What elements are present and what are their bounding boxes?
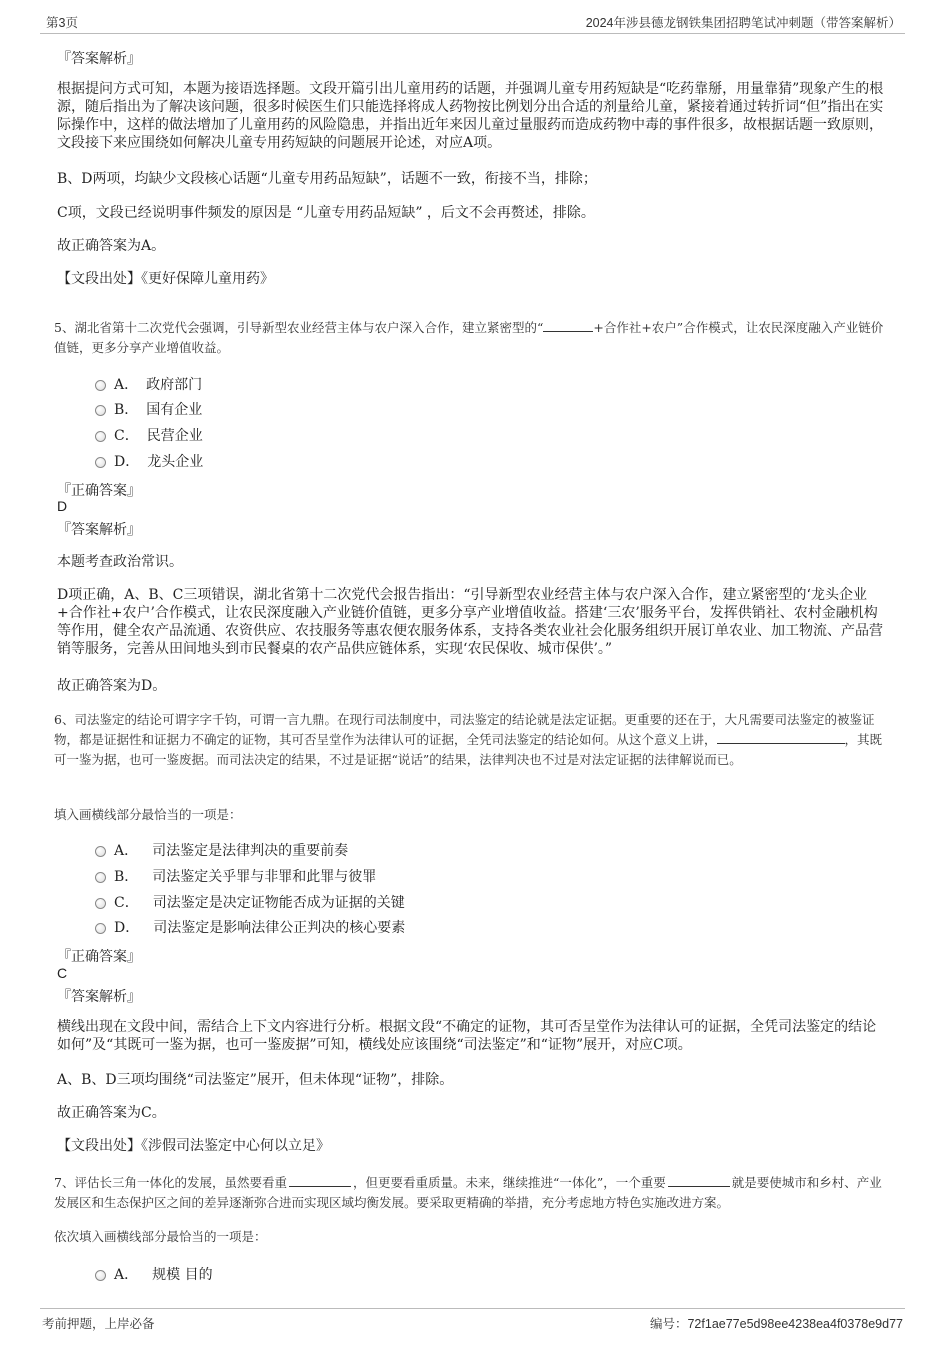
option-text: 司法鉴定是影响法律公正判决的核心要素 xyxy=(153,920,406,936)
q7-stem-part-a: 7、评估长三角一体化的发展，虽然要看重 xyxy=(54,1175,287,1190)
page-number: 第3页 xyxy=(46,16,78,30)
q6-analysis-p3: 故正确答案为C。 xyxy=(57,1105,166,1121)
q7-stem-part-b: ，但更要看重质量。未来，继续推进“一体化”，一个重要 xyxy=(352,1175,666,1190)
q6-stem-part-a: 6、司法鉴定的结论可谓字字千钧，可谓一言九鼎。在现行司法制度中，司法鉴定的结论就是法定证据。更重要的还在于，大凡需要司法鉴定的被鉴证物，都是证据性和证据力不确定的证物，其可否呈堂作为法律认可的证据，全凭司法鉴定的结论如何。从这个意义上讲， xyxy=(54,712,875,747)
analysis-label: 『答案解析』 xyxy=(57,989,141,1005)
document-id: 编号：72f1ae77e5d98ee4238ea4f0378e9d77 xyxy=(649,1317,903,1331)
correct-answer-label: 『正确答案』 xyxy=(57,483,141,499)
option-text: 规模 目的 xyxy=(152,1267,213,1283)
q7-blank-2 xyxy=(668,1174,730,1187)
radio-icon[interactable] xyxy=(95,898,106,909)
q4-analysis-p2: B、D两项，均缺少文段核心话题“儿童专用药品短缺”，话题不一致，衔接不当，排除； xyxy=(57,171,597,187)
option-text: 龙头企业 xyxy=(147,454,204,470)
radio-icon[interactable] xyxy=(95,457,106,468)
q6-answer: C xyxy=(57,965,68,981)
q6-source: 【文段出处】《涉假司法鉴定中心何以立足》 xyxy=(57,1138,330,1154)
q5-stem-part-b: +合作社+农户”合作模式，让农民深度融入产业链价值链，更多分享产业增值收益。 xyxy=(54,320,884,355)
option-text: 国有企业 xyxy=(146,402,203,418)
q6-stem xyxy=(54,710,894,770)
option-text: 司法鉴定是法律判决的重要前奏 xyxy=(152,843,349,859)
radio-icon[interactable] xyxy=(95,923,106,934)
q4-analysis-p1: 根据提问方式可知，本题为接语选择题。文段开篇引出儿童用药的话题，并强调儿童专用药短缺是“吃药靠掰，用量靠猜”现象产生的根源，随后指出为了解决该问题，很多时候医生们只能选择将成人药物按比例划分出合适的剂量给儿童，紧接着通过转折词“但”指出在实际操作中，这样的做法增加了儿童用药的风险隐患，并指出近年来因儿童过量服药而造成药物中毒的事件很多，故根据话题一致原则，文段接下来应围绕如何解决儿童专用药短缺的问题展开论述，对应A项。 xyxy=(57,81,884,151)
q7-stem xyxy=(54,1173,894,1213)
q4-analysis-p4: 故正确答案为A。 xyxy=(57,238,166,254)
radio-icon[interactable] xyxy=(95,872,106,883)
radio-icon[interactable] xyxy=(95,431,106,442)
document-title: 2024年涉县德龙钢铁集团招聘笔试冲刺题（带答案解析） xyxy=(585,16,901,30)
option-key: B． xyxy=(114,402,139,418)
q7-instruction: 依次填入画横线部分最恰当的一项是： xyxy=(54,1229,267,1244)
q5-analysis-p2: D项正确，A、B、C三项错误，湖北省第十二次党代会报告指出：“引导新型农业经营主体与农户深入合作，建立紧密型的‘龙头企业+合作社+农户’合作模式，让农民深度融入产业链价值链，更多分享产业增值收益。搭建‘三农’服务平台，发挥供销社、农村金融机构等作用，健全农产品流通、农资供应、农技服务等惠农便农服务体系，支持各类农业社会化服务组织开展订单农业、加工物流、产品营销等服务，完善从田间地头到市民餐桌的农产品供应链体系，实现‘农民保收、城市保供’。” xyxy=(57,587,883,657)
option-key: A． xyxy=(114,843,139,859)
q5-option-b[interactable] xyxy=(95,399,202,419)
q5-blank xyxy=(543,319,593,332)
q6-stem-part-b: ，其既可一鉴为据，也可一鉴废据。而司法决定的结果，不过是证据“说话”的结果，法律判决也不过是对法定证据的法律解说而已。 xyxy=(54,732,883,767)
q6-option-c[interactable] xyxy=(95,892,405,912)
option-text: 司法鉴定是决定证物能否成为证据的关键 xyxy=(152,895,405,911)
radio-icon[interactable] xyxy=(95,380,106,391)
q7-stem-part-c: 就是要使城市和乡村、产业发展区和生态保护区之间的差异逐渐弥合进而实现区域均衡发展。要采取更精确的举措，充分考虑地方特色实施改进方案。 xyxy=(54,1175,882,1210)
option-text: 民营企业 xyxy=(146,428,203,444)
q5-analysis-p3: 故正确答案为D。 xyxy=(57,678,167,694)
q5-stem xyxy=(54,318,894,358)
q5-option-d[interactable] xyxy=(95,451,203,471)
option-key: B． xyxy=(114,869,139,885)
footer-slogan: 考前押题，上岸必备 xyxy=(42,1317,155,1331)
q5-stem-part-a: 5、湖北省第十二次党代会强调，引导新型农业经营主体与农户深入合作，建立紧密型的“ xyxy=(54,320,544,335)
correct-answer-label: 『正确答案』 xyxy=(57,949,141,965)
analysis-label: 『答案解析』 xyxy=(57,522,141,538)
q7-blank-1 xyxy=(289,1174,351,1187)
option-key: D． xyxy=(114,454,140,470)
q6-analysis-p1: 横线出现在文段中间，需结合上下文内容进行分析。根据文段“不确定的证物，其可否呈堂作为法律认可的证据，全凭司法鉴定的结论如何”及“其既可一鉴为据，也可一鉴废据”可知，横线处应该围绕“司法鉴定”和“证物”展开，对应C项。 xyxy=(57,1019,877,1053)
q6-blank xyxy=(717,731,845,744)
page-header xyxy=(40,11,905,34)
q4-source: 【文段出处】《更好保障儿童用药》 xyxy=(57,271,274,287)
q4-analysis-p3: C项，文段已经说明事件频发的原因是 “儿童专用药品短缺” ，后文不会再赘述，排除。 xyxy=(57,205,595,221)
q6-option-b[interactable] xyxy=(95,866,376,886)
option-text: 政府部门 xyxy=(146,377,203,393)
option-key: C． xyxy=(114,895,139,911)
radio-icon[interactable] xyxy=(95,1270,106,1281)
q6-option-d[interactable] xyxy=(95,917,405,937)
q5-answer: D xyxy=(57,498,68,514)
page-footer xyxy=(40,1308,905,1333)
option-key: A． xyxy=(114,1267,139,1283)
q5-analysis-p1: 本题考查政治常识。 xyxy=(57,554,183,570)
q5-option-c[interactable] xyxy=(95,425,203,445)
option-key: D． xyxy=(114,920,140,936)
option-key: C． xyxy=(114,428,139,444)
q6-instruction: 填入画横线部分最恰当的一项是： xyxy=(54,807,242,822)
radio-icon[interactable] xyxy=(95,405,106,416)
q5-option-a[interactable] xyxy=(95,374,202,394)
q6-analysis-p2: A、B、D三项均围绕“司法鉴定”展开，但未体现“证物”，排除。 xyxy=(57,1072,454,1088)
q7-option-a[interactable] xyxy=(95,1264,213,1284)
option-key: A． xyxy=(114,377,139,393)
radio-icon[interactable] xyxy=(95,846,106,857)
option-text: 司法鉴定关乎罪与非罪和此罪与彼罪 xyxy=(152,869,377,885)
q6-option-a[interactable] xyxy=(95,840,348,860)
analysis-label: 『答案解析』 xyxy=(57,51,141,67)
